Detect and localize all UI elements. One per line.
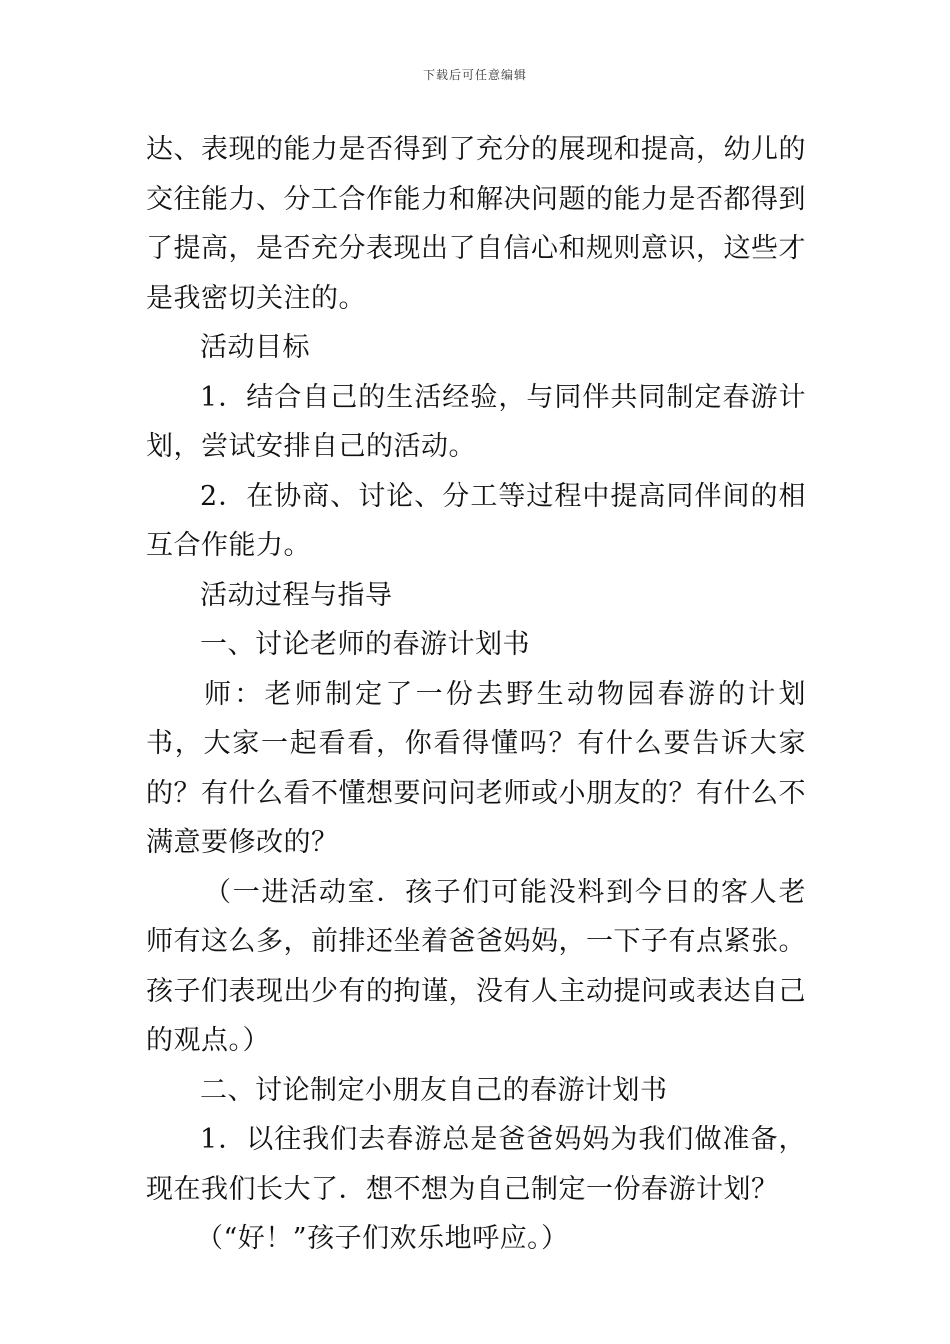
goal-item-2: 2．在协商、讨论、分工等过程中提高同伴间的相互合作能力。 (146, 480, 806, 561)
observation-note: （一进活动室．孩子们可能没料到今日的客人老师有这么多，前排还坐着爸爸妈妈，一下子有点紧张。孩子们表现出少有的拘谨，没有人主动提问或表达自己的观点。） (146, 876, 806, 1056)
step-item-1: 1．以往我们去春游总是爸爸妈妈为我们做准备，现在我们长大了．想不想为自己制定一份春游计划？ (146, 1124, 806, 1205)
goal-item-1: 1．结合自己的生活经验，与同伴共同制定春游计划，尝试安排自己的活动。 (146, 381, 806, 462)
document-body (146, 125, 806, 1264)
section-heading-1: 一、讨论老师的春游计划书 (200, 629, 530, 660)
heading-activity-process: 活动过程与指导 (200, 579, 393, 611)
teacher-dialogue: 师：老师制定了一份去野生动物园春游的计划书，大家一起看看，你看得懂吗？有什么要告诉大家的？有什么看不懂想要问问老师或小朋友的？有什么不满意要修改的？ (146, 678, 806, 858)
paragraph-evaluation-focus: 达、表现的能力是否得到了充分的展现和提高，幼儿的交往能力、分工合作能力和解决问题的能力是否都得到了提高，是否充分表现出了自信心和规则意识，这些才是我密切关注的。 (146, 134, 806, 314)
page-header-note: 下载后可任意编辑 (422, 68, 527, 82)
heading-activity-goals: 活动目标 (200, 332, 310, 363)
children-response: （“好！”孩子们欢乐地呼应。） (196, 1223, 569, 1254)
section-heading-2: 二、讨论制定小朋友自己的春游计划书 (200, 1074, 668, 1106)
